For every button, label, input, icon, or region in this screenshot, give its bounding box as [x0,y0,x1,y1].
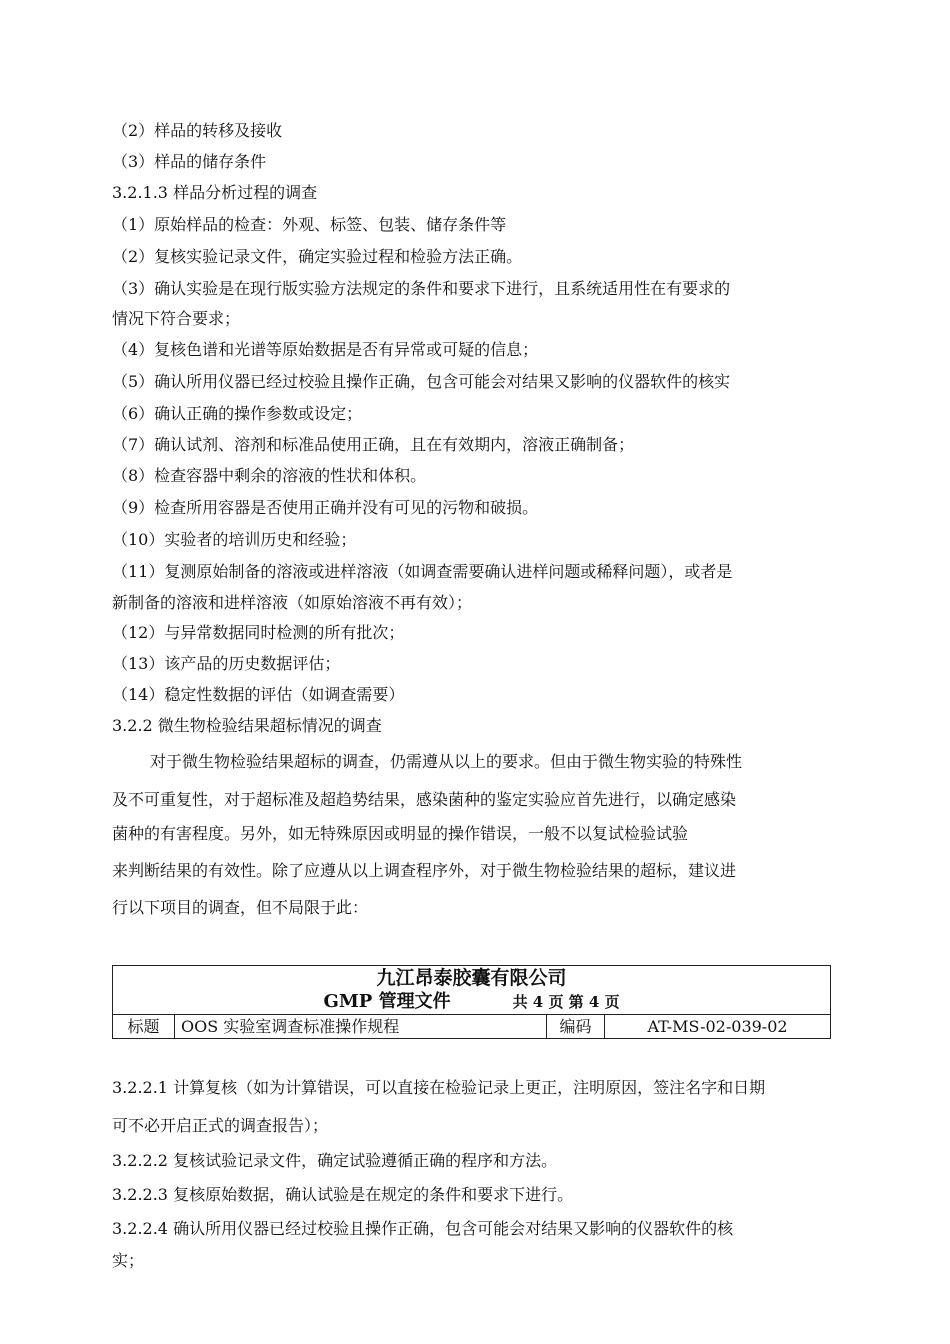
list-line: 实； [112,1251,145,1270]
section-heading: 3.2.2 微生物检验结果超标情况的调查 [112,716,382,735]
title-label: 标题 [113,1015,175,1039]
list-line: （10）实验者的培训历史和经验； [112,530,357,549]
list-line: 可不必开启正式的调查报告）； [112,1116,329,1135]
document-header-table [112,965,831,1039]
title-value: OOS 实验室调查标准操作规程 [175,1015,547,1039]
list-line: 新制备的溶液和进样溶液（如原始溶液不再有效）； [112,593,473,612]
paragraph-line: 菌种的有害程度。另外，如无特殊原因或明显的操作错误，一般不以复试检验试验 [112,824,689,843]
list-line: 3.2.2.3 复核原始数据，确认试验是在规定的条件和要求下进行。 [112,1185,574,1204]
doc-type-row [119,990,824,1014]
paragraph-line: 及不可重复性，对于超标准及超趋势结果，感染菌种的鉴定实验应首先进行，以确定感染 [112,790,737,809]
list-line: （1）原始样品的检查：外观、标签、包装、储存条件等 [112,215,507,234]
list-line: （7）确认试剂、溶剂和标准品使用正确，且在有效期内，溶液正确制备； [112,435,635,454]
company-name: 九江昂泰胶囊有限公司 [376,967,567,989]
list-line: （13）该产品的历史数据评估； [112,654,341,673]
list-line: （9）检查所用容器是否使用正确并没有可见的污物和破损。 [112,498,539,517]
list-line: 3.2.2.1 计算复核（如为计算错误，可以直接在检验记录上更正，注明原因，签注名字和日期 [112,1078,766,1097]
doc-type: GMP 管理文件 [323,991,451,1012]
list-line: （11）复测原始制备的溶液或进样溶液（如调查需要确认进样问题或稀释问题），或者是 [112,562,733,581]
paragraph-line: 对于微生物检验结果超标的调查，仍需遵从以上的要求。但由于微生物实验的特殊性 [150,752,743,771]
list-line: 3.2.2.2 复核试验记录文件，确定试验遵循正确的程序和方法。 [112,1151,558,1170]
paragraph-line: 来判断结果的有效性。除了应遵从以上调查程序外，对于微生物检验结果的超标，建议进 [112,861,737,880]
header-title-cell [113,966,831,1015]
list-line: （6）确认正确的操作参数或设定； [112,404,363,423]
code-label: 编码 [547,1015,605,1039]
list-line: （3）样品的储存条件 [112,152,267,171]
page-count: 共 4 页 第 4 页 [512,993,620,1011]
list-line: （2）复核实验记录文件，确定实验过程和检验方法正确。 [112,247,523,266]
list-line: （12）与异常数据同时检测的所有批次； [112,623,405,642]
list-line: （2）样品的转移及接收 [112,121,283,140]
list-line: （8）检查容器中剩余的溶液的性状和体积。 [112,466,427,485]
code-value: AT-MS-02-039-02 [605,1015,831,1039]
section-heading: 3.2.1.3 样品分析过程的调查 [112,183,318,202]
list-line: （5）确认所用仪器已经过校验且操作正确，包含可能会对结果又影响的仪器软件的核实 [112,372,731,391]
list-line: 3.2.2.4 确认所用仪器已经过校验且操作正确，包含可能会对结果又影响的仪器软件的核 [112,1219,734,1238]
list-line: （14）稳定性数据的评估（如调查需要） [112,685,405,704]
list-line: 情况下符合要求； [112,309,241,328]
list-line: （3）确认实验是在现行版实验方法规定的条件和要求下进行，且系统适用性在有要求的 [112,279,731,298]
list-line: （4）复核色谱和光谱等原始数据是否有异常或可疑的信息； [112,340,539,359]
paragraph-line: 行以下项目的调查，但不局限于此： [112,898,369,917]
